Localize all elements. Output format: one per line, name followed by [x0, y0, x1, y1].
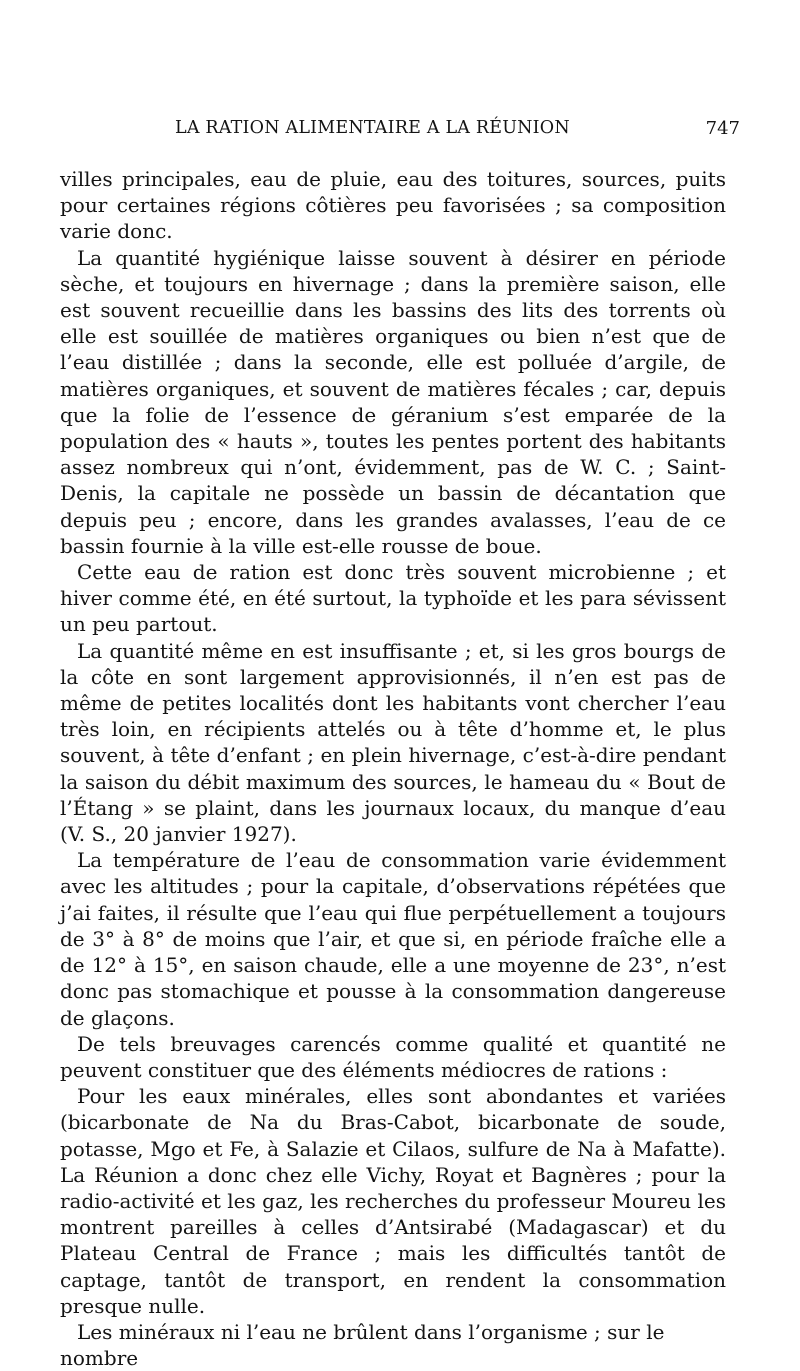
- paragraph-deficient-beverages: De tels breuvages carencés comme qualité et quantité ne peuvent constituer que des éléments médiocres de rations :: [60, 1031, 726, 1082]
- paragraph-quantity-hygiene: La quantité hygiénique laisse souvent à désirer en période sèche, et toujours en hivernage ; dans la première saison, elle est souvent recueillie dans les bassins des lits des torrents où elle est souillée de matières organiques ou bien n’est que de l’eau distillée ; dans la seconde, elle est polluée d’argile, de matières organiques, et souvent de matières fécales ; car, depuis que la folie de l’essence de géranium s’est emparée de la population des « hauts », toutes les pentes portent des habitants assez nombreux qui n’ont, évidemment, pas de W. C. ; Saint-Denis, la capitale ne possède un bassin de décantation que depuis peu ; encore, dans les grandes avalasses, l’eau de ce bassin fournie à la ville est-elle rousse de boue.: [60, 245, 726, 558]
- paragraph-continuation: villes principales, eau de pluie, eau des toitures, sources, puits pour certaines régions côtières peu favorisées ; sa composition varie donc.: [60, 167, 726, 244]
- page-number: 747: [705, 118, 740, 139]
- paragraph-mineral-waters: Pour les eaux minérales, elles sont abondantes et variées (bicarbonate de Na du Bras-Cabot, bicarbonate de soude, potasse, Mgo et Fe, à Salazie et Cilaos, sulfure de Na à Mafatte). La Réunion a donc chez elle Vichy, Royat et Bagnères ; pour la radio-activité et les gaz, les recherches du professeur Moureu les montrent pareilles à celles d’Antsirabé (Madagascar) et du Plateau Central de France ; mais les difficultés tantôt de captage, tantôt de transport, en rendent la consommation presque nulle.: [60, 1084, 726, 1318]
- paragraph-insufficient-quantity: La quantité même en est insuffisante ; et, si les gros bourgs de la côte en sont largement approvisionnés, il n’en est pas de même de petites localités dont les habitants vont chercher l’eau très loin, en récipients attelés ou à tête d’homme et, le plus souvent, à tête d’enfant ; en plein hivernage, c’est-à-dire pendant la saison du débit maximum des sources, le hameau du « Bout de l’Étang » se plaint, dans les journaux locaux, du manque d’eau (V. S., 20 janvier 1927).: [60, 638, 726, 847]
- body-text: [60, 166, 726, 1371]
- running-head: [60, 118, 740, 146]
- paragraph-minerals-organism: Les minéraux ni l’eau ne brûlent dans l’organisme ; sur le nombre: [60, 1319, 665, 1371]
- running-title: LA RATION ALIMENTAIRE A LA RÉUNION: [175, 118, 570, 138]
- paragraph-microbial-water: Cette eau de ration est donc très souvent microbienne ; et hiver comme été, en été surtout, la typhoïde et les para sévissent un peu partout.: [60, 560, 726, 637]
- paragraph-water-temperature: La température de l’eau de consommation varie évidemment avec les altitudes ; pour la capitale, d’observations répétées que j’ai faites, il résulte que l’eau qui flue perpétuellement a toujours de 3° à 8° de moins que l’air, et que si, en période fraîche elle a de 12° à 15°, en saison chaude, elle a une moyenne de 23°, n’est donc pas stomachique et pousse à la consommation dangereuse de glaçons.: [60, 848, 726, 1030]
